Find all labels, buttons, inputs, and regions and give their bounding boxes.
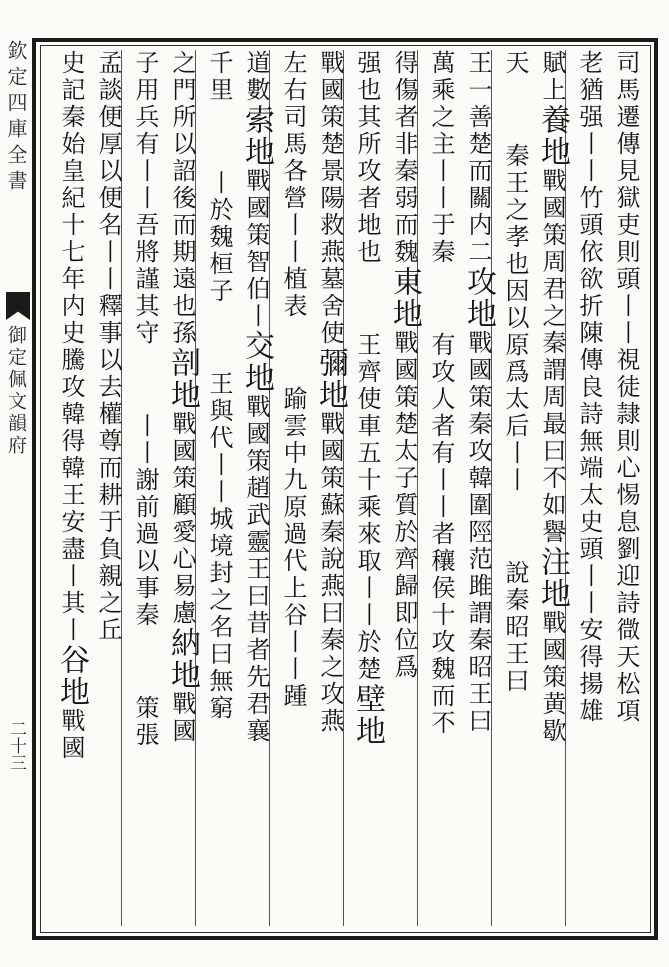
text-segment: 戰國策智伯丨	[242, 168, 270, 330]
text-segment: 策張	[131, 695, 159, 749]
text-segment: 孟談便厚以便名丨丨釋事以去權尊而耕于負親之丘	[94, 50, 122, 644]
headword: 養地	[535, 104, 570, 168]
text-segment: 戰國策趙武靈王曰昔者先君襄	[242, 394, 270, 745]
text-segment: 秦王之孝也因以原爲太后丨丨	[501, 143, 529, 494]
text-segment: 子用兵有丨丨吾將謹其守	[131, 50, 159, 347]
headword: 彌地	[313, 347, 348, 411]
headword: 剖地	[165, 347, 200, 411]
book-title: 欽定四庫全書	[4, 40, 28, 196]
headword: 壁地	[350, 683, 385, 747]
headword: 谷地	[54, 644, 89, 708]
text-segment: 天	[501, 50, 529, 77]
text-segment: 千里	[205, 50, 233, 104]
text-segment: 有攻人者有丨丨者穰侯十攻魏而不	[427, 332, 455, 737]
text-segment: 王一善楚而關内二	[464, 50, 492, 266]
text-segment: 戰國策蘇秦說燕曰秦之攻燕	[316, 411, 344, 735]
text-segment: 萬乘之主丨丨于秦	[427, 50, 455, 266]
text-segment: 强也其所攻者地也	[353, 50, 381, 266]
headword: 索地	[239, 104, 274, 168]
headword: 注地	[535, 546, 570, 610]
text-segment: 戰國策楚景陽救燕墓舍使	[316, 50, 344, 347]
text-segment: 老猶强丨丨竹頭依欲折陳傳良詩無端太史頭丨丨安得揚雄	[575, 50, 603, 725]
text-segment: 王與代丨丨城境封之名曰無窮	[205, 371, 233, 722]
text-segment: 丨於魏桓子	[205, 170, 233, 305]
text-segment: 戰國策楚太子質於齊歸即位爲	[390, 330, 418, 681]
text-segment: 戰國策周君之秦謂周最曰不如譽	[538, 168, 566, 546]
text-segment: 賦上	[538, 50, 566, 104]
text-segment: 之門所以詔後而期遠也孫	[168, 50, 196, 347]
text-segment: 戰國	[57, 708, 85, 762]
text-segment: 王齊使車五十乘來取丨丨於楚	[353, 332, 381, 683]
headword: 交地	[239, 330, 274, 394]
text-segment: 道數	[242, 50, 270, 104]
text-segment: 左右司馬各營丨丨植表	[279, 50, 307, 320]
headword: 納地	[165, 627, 200, 691]
text-segment: 戰國策黄歇	[538, 610, 566, 745]
text-segment: 得傷者非秦弱而魏	[390, 50, 418, 266]
text-segment: 踰雲中九原過代上谷丨丨踵	[279, 386, 307, 710]
text-segment: 戰國策顧愛心易慮	[168, 411, 196, 627]
text-segment: 丨丨謝前過以事秦	[131, 413, 159, 629]
headword: 東地	[387, 266, 422, 330]
text-segment: 戰國	[168, 691, 196, 745]
text-segment: 司馬遷傳見獄吏則頭丨丨視徒隷則心惕息劉迎詩㣲天松項	[612, 50, 640, 725]
text-column	[48, 50, 94, 920]
section-title: 御定佩文韻府	[5, 325, 27, 457]
text-segment: 史記秦始皇紀十七年内史騰攻韓得韓王安盡丨其丨	[57, 50, 85, 644]
headword: 攻地	[461, 266, 496, 330]
text-segment: 說秦昭王曰	[501, 560, 529, 695]
text-segment: 戰國策秦攻韓圍陘范雎謂秦昭王曰	[464, 330, 492, 735]
page-number: 二十三	[6, 720, 26, 771]
